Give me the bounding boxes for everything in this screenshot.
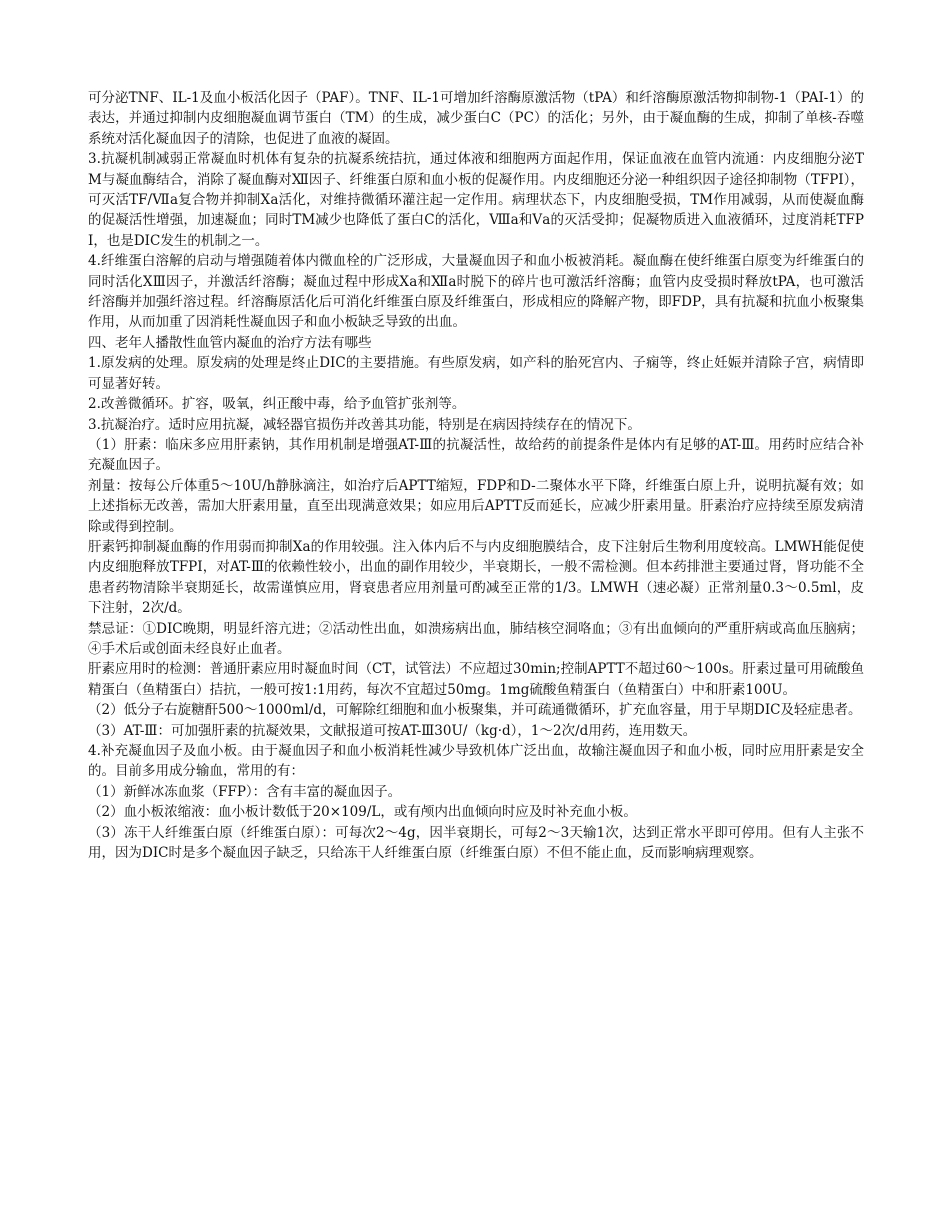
paragraph-primary-disease: 1.原发病的处理。原发病的处理是终止DIC的主要措施。有些原发病，如产科的胎死宫内、子痫等，终止妊娠并清除子宫，病情即可显著好转。	[88, 355, 864, 392]
document-body	[88, 88, 864, 863]
paragraph-fibrinolysis: 4.纤维蛋白溶解的启动与增强随着体内微血栓的广泛形成，大量凝血因子和血小板被消耗。凝血酶在使纤维蛋白原变为纤维蛋白的同时活化ⅩⅢ因子，并激活纤溶酶；凝血过程中形成Ⅹa和Ⅻa时脱下的碎片也可激活纤溶酶；血管内皮受损时释放tPA，也可激活纤溶酶并加强纤溶过程。纤溶酶原活化后可消化纤维蛋白原及纤维蛋白，形成相应的降解产物，即FDP，具有抗凝和抗血小板聚集作用，从而加重了因消耗性凝血因子和血小板缺乏导致的出血。	[88, 253, 864, 331]
paragraph-pathogenesis-continued: 可分泌TNF、IL-1及血小板活化因子（PAF）。TNF、IL-1可增加纤溶酶原激活物（tPA）和纤溶酶原激活物抑制物-1（PAI-1）的表达，并通过抑制内皮细胞凝血调节蛋白（TM）的生成，减少蛋白C（PC）的活化；另外，由于凝血酶的生成，抑制了单核-吞噬系统对活化凝血因子的清除，也促进了血液的凝固。	[88, 90, 864, 147]
paragraph-fibrinogen: （3）冻干人纤维蛋白原（纤维蛋白原）：可每次2～4g，因半衰期长，可每2～3天输1次，达到正常水平即可停用。但有人主张不用，因为DIC时是多个凝血因子缺乏，只给冻干人纤维蛋白原（纤维蛋白原）不但不能止血，反而影响病理观察。	[88, 824, 864, 862]
paragraph-contraindications: 禁忌证：①DIC晚期，明显纤溶亢进；②活动性出血，如溃疡病出血，肺结核空洞咯血；③有出血倾向的严重肝病或高血压脑病；④手术后或创面未经良好止血者。	[88, 620, 864, 657]
paragraph-anticoagulant-therapy: 3.抗凝治疗。适时应用抗凝，减轻器官损伤并改善其功能，特别是在病因持续存在的情况下。	[88, 416, 641, 433]
paragraph-heparin-calcium: 肝素钙抑制凝血酶的作用弱而抑制Ⅹa的作用较强。注入体内后不与内皮细胞膜结合，皮下注射后生物利用度较高。LMWH能促使内皮细胞释放TFPI，对AT-Ⅲ的依赖性较小，出血的副作用较少，半衰期长，一般不需检测。但本药排泄主要通过肾，肾功能不全患者药物清除半衰期延长，故需谨慎应用，肾衰患者应用剂量可酌减至正常的1/3。LMWH（速必凝）正常剂量0.3～0.5ml，皮下注射，2次/d。	[88, 538, 864, 617]
paragraph-heparin: （1）肝素：临床多应用肝素钠，其作用机制是增强AT-Ⅲ的抗凝活性，故给药的前提条件是体内有足够的AT-Ⅲ。用药时应结合补充凝血因子。	[88, 436, 864, 474]
paragraph-heparin-monitoring: 肝素应用时的检测：普通肝素应用时凝血时间（CT，试管法）不应超过30min;控制APTT不超过60～100s。肝素过量可用硫酸鱼精蛋白（鱼精蛋白）拮抗，一般可按1:1用药，每次不宜超过50mg。1mg硫酸鱼精蛋白（鱼精蛋白）中和肝素100U。	[88, 661, 864, 698]
paragraph-dosage: 剂量：按每公斤体重5～10U/h静脉滴注，如治疗后APTT缩短，FDP和D-二聚体水平下降，纤维蛋白原上升，说明抗凝有效；如上述指标无改善，需加大肝素用量，直至出现满意效果；如应用后APTT反而延长，应减少肝素用量。肝素治疗应持续至原发病清除或得到控制。	[88, 477, 864, 535]
paragraph-platelets: （2）血小板浓缩液：血小板计数低于20×109/L，或有颅内出血倾向时应及时补充血小板。	[88, 804, 637, 821]
paragraph-dextran: （2）低分子右旋糖酐500～1000ml/d，可解除红细胞和血小板聚集，并可疏通微循环，扩充血容量，用于早期DIC及轻症患者。	[88, 702, 862, 719]
paragraph-at-iii: （3）AT-Ⅲ：可加强肝素的抗凝效果，文献报道可按AT-Ⅲ30U/（kg·d），1～2次/d用药，连用数天。	[88, 722, 697, 739]
paragraph-anticoagulation-weakened: 3.抗凝机制减弱正常凝血时机体有复杂的抗凝系统拮抗，通过体液和细胞两方面起作用，保证血液在血管内流通：内皮细胞分泌TM与凝血酶结合，消除了凝血酶对Ⅻ因子、纤维蛋白原和血小板的促凝作用。内皮细胞还分泌一种组织因子途径抑制物（TFPI），可灭活TF/Ⅶa复合物并抑制Ⅹa活化，对维持微循环灌注起一定作用。病理状态下，内皮细胞受损，TM作用减弱，从而使凝血酶的促凝活性增强，加速凝血；同时TM减少也降低了蛋白C的活化，Ⅷa和Ⅴa的灭活受抑；促凝物质进入血液循环，过度消耗TFPI，也是DIC发生的机制之一。	[88, 151, 864, 249]
paragraph-microcirculation: 2.改善微循环。扩容，吸氧，纠正酸中毒，给予血管扩张剂等。	[88, 396, 466, 413]
paragraph-replacement-therapy: 4.补充凝血因子及血小板。由于凝血因子和血小板消耗性减少导致机体广泛出血，故输注凝血因子和血小板，同时应用肝素是安全的。目前多用成分输血，常用的有：	[88, 743, 864, 780]
paragraph-ffp: （1）新鲜冰冻血浆（FFP）：含有丰富的凝血因子。	[88, 783, 402, 800]
section-heading-treatment: 四、老年人播散性血管内凝血的治疗方法有哪些	[88, 334, 372, 351]
